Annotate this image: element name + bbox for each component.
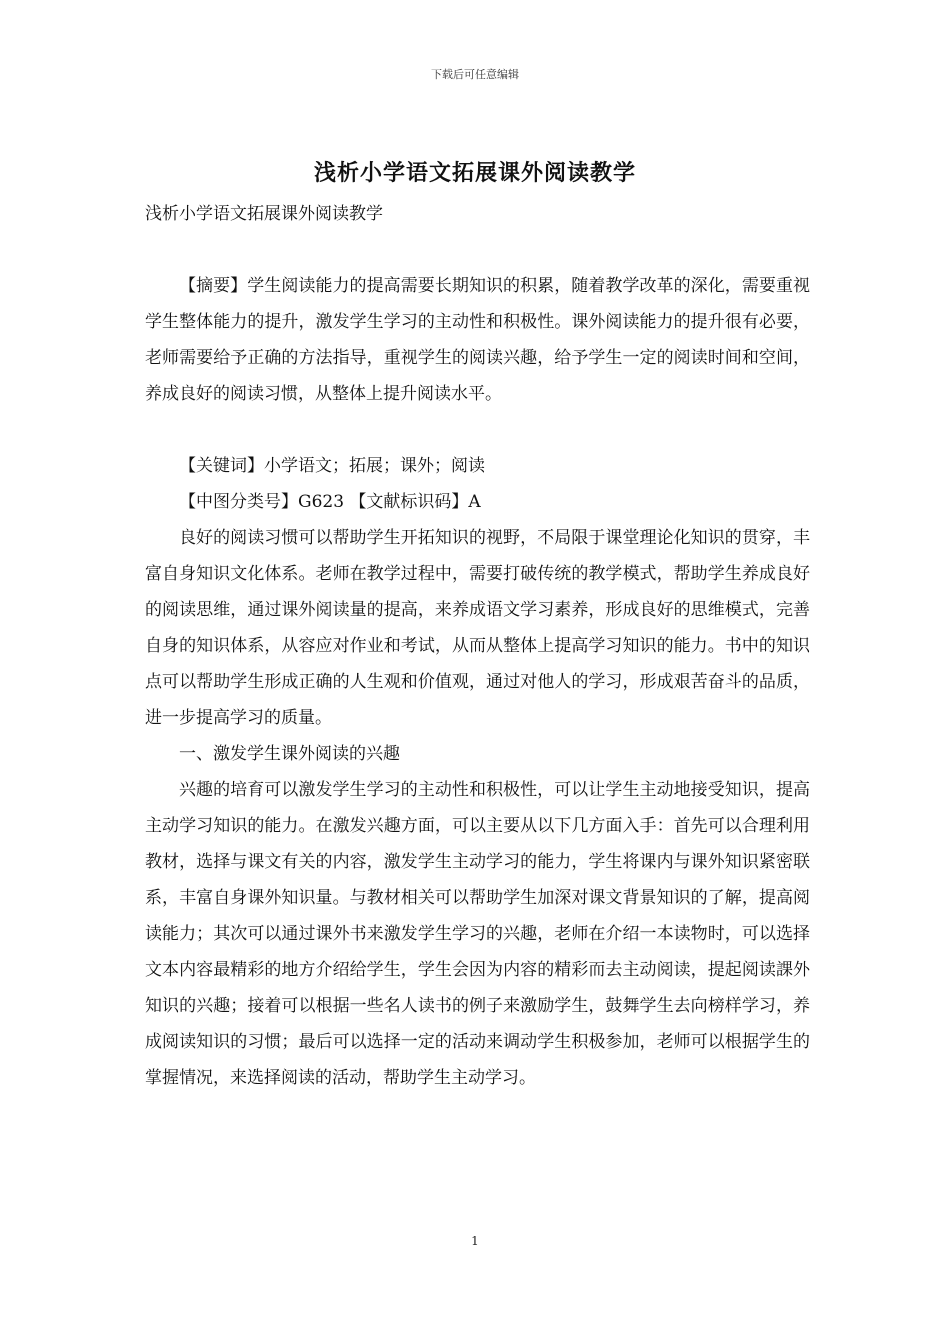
keywords-line: 【关键词】小学语文；拓展；课外；阅读 xyxy=(179,456,485,476)
abstract-paragraph: 【摘要】学生阅读能力的提高需要长期知识的积累，随着教学改革的深化，需要重视学生整体能力的提升，激发学生学习的主动性和积极性。课外阅读能力的提升很有必要，老师需要给予正确的方法指导，重视学生的阅读兴趣，给予学生一定的阅读时间和空间，养成良好的阅读习惯，从整体上提升阅读水平。 xyxy=(145,276,810,404)
section-paragraph: 兴趣的培育可以激发学生学习的主动性和积极性，可以让学生主动地接受知识，提高主动学习知识的能力。在激发兴趣方面，可以主要从以下几方面入手：首先可以合理利用教材，选择与课文有关的内容，激发学生主动学习的能力，学生将课内与课外知识紧密联系，丰富自身课外知识量。与教材相关可以帮助学生加深对课文背景知识的了解，提高阅读能力；其次可以通过课外书来激发学生学习的兴趣，老师在介绍一本读物时，可以选择文本内容最精彩的地方介绍给学生，学生会因为内容的精彩而去主动阅读，提起阅读課外知识的兴趣；接着可以根据一些名人读书的例子来激励学生，鼓舞学生去向榜样学习，养成阅读知识的习惯；最后可以选择一定的活动来调动学生积极参加，老师可以根据学生的掌握情况，来选择阅读的活动，帮助学生主动学习。 xyxy=(145,780,810,1088)
document-title: 浅析小学语文拓展课外阅读教学 xyxy=(313,160,636,186)
header-note: 下载后可任意编辑 xyxy=(431,68,519,81)
section-heading: 一、激发学生课外阅读的兴趣 xyxy=(179,744,400,764)
page-number: 1 xyxy=(471,1234,479,1248)
intro-paragraph: 良好的阅读习惯可以帮助学生开拓知识的视野，不局限于课堂理论化知识的贯穿，丰富自身知识文化体系。老师在教学过程中，需要打破传统的教学模式，帮助学生养成良好的阅读思维，通过课外阅读量的提高，来养成语文学习素养，形成良好的思维模式，完善自身的知识体系，从容应对作业和考试，从而从整体上提高学习知识的能力。书中的知识点可以帮助学生形成正确的人生观和价值观，通过对他人的学习，形成艰苦奋斗的品质，进一步提高学习的质量。 xyxy=(145,528,810,728)
classification-line: 【中图分类号】G623 【文献标识码】A xyxy=(179,492,481,512)
document-subtitle: 浅析小学语文拓展课外阅读教学 xyxy=(145,204,383,224)
spacer xyxy=(145,412,810,448)
document-body xyxy=(145,196,810,1096)
spacer xyxy=(145,232,810,268)
